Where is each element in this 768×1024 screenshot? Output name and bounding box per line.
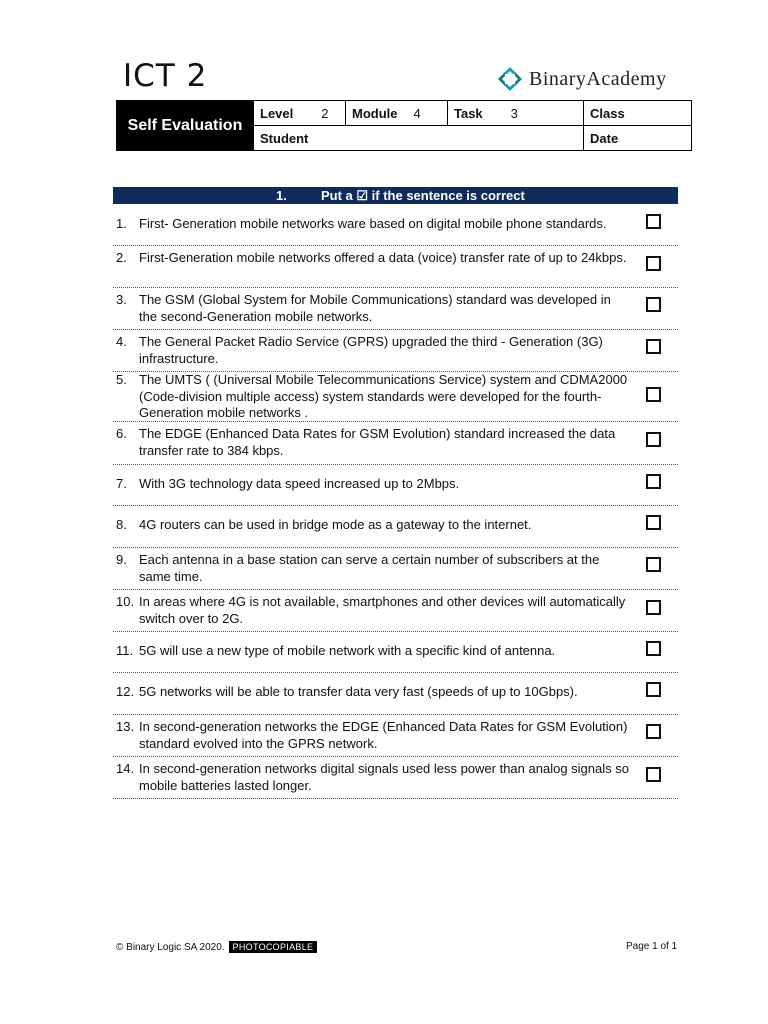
statement-item bbox=[113, 673, 678, 715]
statement-item bbox=[113, 548, 678, 590]
photocopiable-badge: PHOTOCOPIABLE bbox=[229, 941, 318, 953]
statement-text: In second-generation networks digital signals used less power than analog signals so mobile batteries lasted longer. bbox=[139, 761, 629, 793]
student-info-table bbox=[116, 100, 692, 151]
self-evaluation-label: Self Evaluation bbox=[117, 101, 254, 151]
statement-number: 9. bbox=[116, 552, 127, 567]
statement-checkbox[interactable] bbox=[646, 256, 661, 271]
statement-checkbox[interactable] bbox=[646, 557, 661, 572]
statement-text: First-Generation mobile networks offered a data (voice) transfer rate of up to 24kbps. bbox=[139, 250, 627, 265]
statement-checkbox[interactable] bbox=[646, 214, 661, 229]
statement-item bbox=[113, 246, 678, 288]
statement-text: Each antenna in a base station can serve a certain number of subscribers at the same time. bbox=[139, 552, 600, 584]
task-cell[interactable] bbox=[448, 101, 584, 126]
student-cell[interactable] bbox=[254, 126, 584, 151]
student-label: Student bbox=[260, 130, 309, 146]
statement-list bbox=[113, 205, 678, 799]
statement-number: 2. bbox=[116, 250, 127, 265]
level-label: Level bbox=[260, 105, 294, 121]
statement-number: 5. bbox=[116, 372, 127, 387]
statement-item bbox=[113, 465, 678, 506]
statement-item bbox=[113, 372, 678, 422]
module-value: 4 bbox=[413, 105, 421, 121]
statement-text: 4G routers can be used in bridge mode as a gateway to the internet. bbox=[139, 517, 532, 532]
statement-item bbox=[113, 288, 678, 330]
statement-item bbox=[113, 506, 678, 548]
statement-number: 11. bbox=[116, 643, 134, 658]
statement-checkbox[interactable] bbox=[646, 432, 661, 447]
statement-text: The GSM (Global System for Mobile Communications) standard was developed in the second-Generation mobile networks. bbox=[139, 292, 611, 324]
statement-text: With 3G technology data speed increased up to 2Mbps. bbox=[139, 476, 460, 491]
page-number: Page 1 of 1 bbox=[626, 941, 678, 952]
class-cell[interactable] bbox=[584, 101, 692, 126]
statement-checkbox[interactable] bbox=[646, 297, 661, 312]
statement-number: 1. bbox=[116, 216, 127, 231]
statement-number: 3. bbox=[116, 292, 127, 307]
statement-text: The EDGE (Enhanced Data Rates for GSM Evolution) standard increased the data transfer rate to 384 kbps. bbox=[139, 426, 616, 458]
statement-text: The UMTS ( (Universal Mobile Telecommunications Service) system and CDMA2000 (Code-division multiple access) system standards were developed for the fourth-Generation mobile networks . bbox=[139, 372, 628, 420]
module-cell[interactable] bbox=[346, 101, 448, 126]
task-value: 3 bbox=[510, 105, 518, 121]
statement-number: 13. bbox=[116, 719, 135, 734]
statement-item bbox=[113, 205, 678, 246]
statement-item bbox=[113, 715, 678, 757]
statement-text: 5G networks will be able to transfer data very fast (speeds of up to 10Gbps). bbox=[139, 684, 578, 699]
statement-checkbox[interactable] bbox=[646, 682, 661, 697]
section-header bbox=[113, 187, 678, 204]
class-label: Class bbox=[590, 105, 625, 121]
binary-academy-logo-icon bbox=[497, 66, 523, 92]
statement-item bbox=[113, 590, 678, 632]
statement-checkbox[interactable] bbox=[646, 600, 661, 615]
statement-number: 4. bbox=[116, 334, 127, 349]
statement-text: First- Generation mobile networks ware based on digital mobile phone standards. bbox=[139, 216, 607, 231]
level-value: 2 bbox=[321, 105, 329, 121]
statement-text: In second-generation networks the EDGE (Enhanced Data Rates for GSM Evolution) standard evolved into the GPRS network. bbox=[139, 719, 628, 751]
statement-number: 14. bbox=[116, 761, 135, 776]
statement-text: In areas where 4G is not available, smartphones and other devices will automatically switch over to 2G. bbox=[139, 594, 626, 626]
statement-number: 10. bbox=[116, 594, 135, 609]
date-cell[interactable] bbox=[584, 126, 692, 151]
footer-copyright-area bbox=[116, 941, 317, 953]
statement-checkbox[interactable] bbox=[646, 515, 661, 530]
date-label: Date bbox=[590, 130, 619, 146]
copyright-text: © Binary Logic SA 2020. bbox=[116, 941, 225, 953]
statement-checkbox[interactable] bbox=[646, 641, 661, 656]
section-number: 1. bbox=[276, 188, 287, 203]
brand-name: BinaryAcademy bbox=[529, 67, 667, 90]
statement-checkbox[interactable] bbox=[646, 724, 661, 739]
statement-text: 5G will use a new type of mobile network with a specific kind of antenna. bbox=[139, 643, 556, 658]
module-label: Module bbox=[352, 105, 398, 121]
statement-number: 12. bbox=[116, 684, 135, 699]
brand-logo bbox=[497, 66, 667, 92]
statement-text: The General Packet Radio Service (GPRS) upgraded the third - Generation (3G) infrastructure. bbox=[139, 334, 603, 366]
statement-item bbox=[113, 757, 678, 799]
statement-number: 6. bbox=[116, 426, 127, 441]
statement-number: 7. bbox=[116, 476, 127, 491]
task-label: Task bbox=[454, 105, 483, 121]
statement-checkbox[interactable] bbox=[646, 387, 661, 402]
statement-number: 8. bbox=[116, 517, 127, 532]
page-title: ICT 2 bbox=[123, 58, 208, 94]
section-instruction: Put a ☑ if the sentence is correct bbox=[321, 188, 525, 203]
statement-checkbox[interactable] bbox=[646, 767, 661, 782]
statement-checkbox[interactable] bbox=[646, 339, 661, 354]
statement-checkbox[interactable] bbox=[646, 474, 661, 489]
statement-item bbox=[113, 632, 678, 673]
statement-item bbox=[113, 422, 678, 465]
level-cell[interactable] bbox=[254, 101, 346, 126]
statement-item bbox=[113, 330, 678, 372]
